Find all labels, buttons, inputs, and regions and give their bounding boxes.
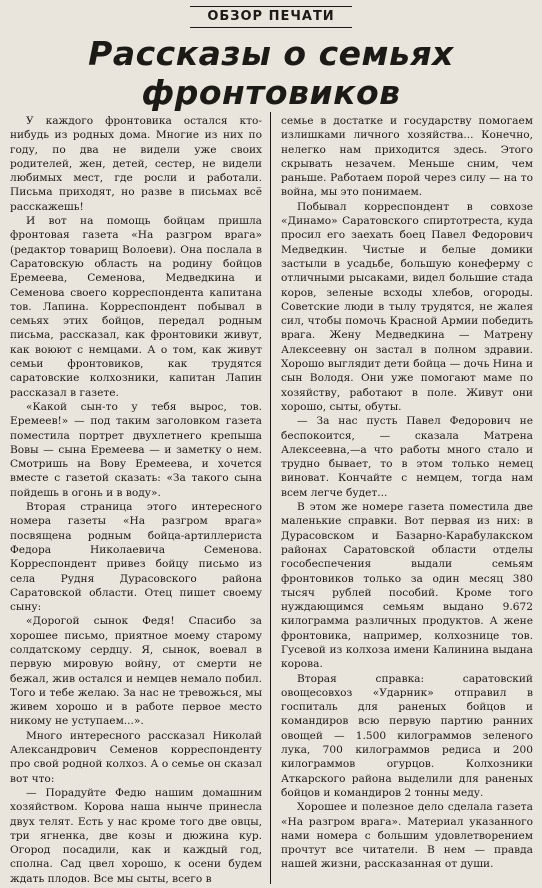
article-headline — [20, 34, 522, 112]
article-column-left — [10, 114, 262, 884]
paragraph: У каждого фронтовика остался кто-нибудь из родных дома. Многие из них по году, по два не видели уже своих родителей, жен, детей, сестер, не видели любимых мест, где росли и работали. Письма приходят, но разве в письмах всё расскажешь! — [10, 115, 262, 213]
paragraph: — За нас пусть Павел Федорович не беспокоится, — сказала Матрена Алексеевна,—а что работы много стало и трудно бывает, то в этом только немец виноват. Кончайте с немцем, тогда нам всем легче будет... — [281, 415, 533, 499]
paragraph: Хорошее и полезное дело сделала газета «На разгром врага». Материал указанного нами номера с большим удовлетворением прочтут все читатели. В нем — правда нашей жизни, рассказанная от души. — [281, 801, 533, 871]
paragraph: В этом же номере газета поместила две маленькие справки. Вот первая из них: в Дурасовском и Базарно-Карабулакском районах Саратовской области отделы гособеспечения выдали семьям фронтовиков только за один месяц 380 тысяч рублей пособий. Кроме того нуждающимся семьям выдано 9.672 килограмма различных продуктов. А жене фронтовика, например, колхознице тов. Гусевой из колхоза имени Калинина выдана корова. — [281, 501, 533, 671]
headline-line-2: фронтовиков — [141, 73, 401, 112]
column-divider — [270, 112, 271, 884]
paragraph: Вторая справка: саратовский овощесовхоз «Ударник» отправил в госпиталь для раненых бойцов и командиров всю первую партию ранних овощей — 1.500 килограммов зеленого лука, 700 килограммов редиса и 200 килограммов огурцов. Колхозники Аткарского района выделили для раненых бойцов и командиров 2 тонны меду. — [281, 672, 533, 799]
paragraph: Много интересного рассказал Николай Александрович Семенов корреспонденту про свой родной колхоз. А о семье он сказал вот что: — [10, 729, 262, 785]
rubric-label: ОБЗОР ПЕЧАТИ — [207, 9, 335, 24]
paragraph: семье в достатке и государству помогаем излишками личного хозяйства... Конечно, нелегко нам приходится здесь. Этого скрывать незачем. Меньше сним, чем раньше. Работаем порой через силу — на то война, мы это понимаем. — [281, 115, 533, 199]
paragraph: «Какой сын-то у тебя вырос, тов. Еремеев!» — под таким заголовком газета поместила портрет двухлетнего крепыша Вовы — сына Еремеева — и заметку о нем. Смотришь на Вову Еремеева, и хочется вместе с газетой сказать: «За такого сына пойдешь в огонь и в воду». — [10, 400, 262, 499]
headline-line-1: Рассказы о семьях — [88, 34, 454, 73]
section-rubric — [190, 6, 352, 32]
article-column-right — [281, 114, 533, 884]
paragraph: И вот на помощь бойцам пришла фронтовая газета «На разгром врага» (редактор товарищ Волоеви). Она послала в Саратовскую область на родину бойцов Еремеева, Семенова, Медведкина и Семенова своего корреспондента капитана тов. Лапина. Корреспондент побывал в семьях этих бойцов, передал родным письма, рассказал, как фронтовики живут, как воюют с немцами. А о том, как живут семьи фронтовиков, как трудятся саратовские колхозники, капитан Лапин рассказал в газете. — [10, 215, 262, 399]
paragraph: «Дорогой сынок Федя! Спасибо за хорошее письмо, приятное моему старому солдатскому сердцу. Я, сынок, воевал в первую мировую войну, от смерти не бежал, жив остался и немцев немало побил. Того и тебе желаю. За нас не тревожься, мы живем хорошо и в работе первое место никому не уступаем...». — [10, 615, 262, 728]
rubric-bottom-rule — [190, 27, 352, 28]
paragraph: Вторая страница этого интересного номера газеты «На разгром врага» посвящена родным бойца-артиллериста Федора Николаевича Семенова. Корреспондент привез бойцу письмо из села Рудня Дурасовского района Саратовской области. Отец пишет своему сыну: — [10, 501, 262, 614]
paragraph: Побывал корреспондент в совхозе «Динамо» Саратовского спиртотреста, куда просил его заехать боец Павел Федорович Медведкин. Чистые и белые домики застыли в усадьбе, большую конеферму с отличными рысаками, видел большие стада коров, зеленые всходы хлебов, огороды. Советские люди в тылу трудятся, не жалея сил, чтобы помочь Красной Армии победить врага. Жену Медведкина — Матрену Алексеевну он застал в полном здравии. Хорошо выглядит дети бойца — дочь Нина и сын Володя. Они уже помогают маме по хозяйству, работают в поле. Живут они хорошо, сыты, обуты. — [281, 200, 533, 413]
paragraph: — Порадуйте Федю нашим домашним хозяйством. Корова наша нынче принесла двух телят. Есть у нас кроме того две овцы, три ягненка, две козы и дюжина кур. Огород посадили, как и каждый год, сполна. Сад цвел хорошо, к осени будем ждать плодов. Все мы сыты, всего в — [10, 786, 262, 884]
